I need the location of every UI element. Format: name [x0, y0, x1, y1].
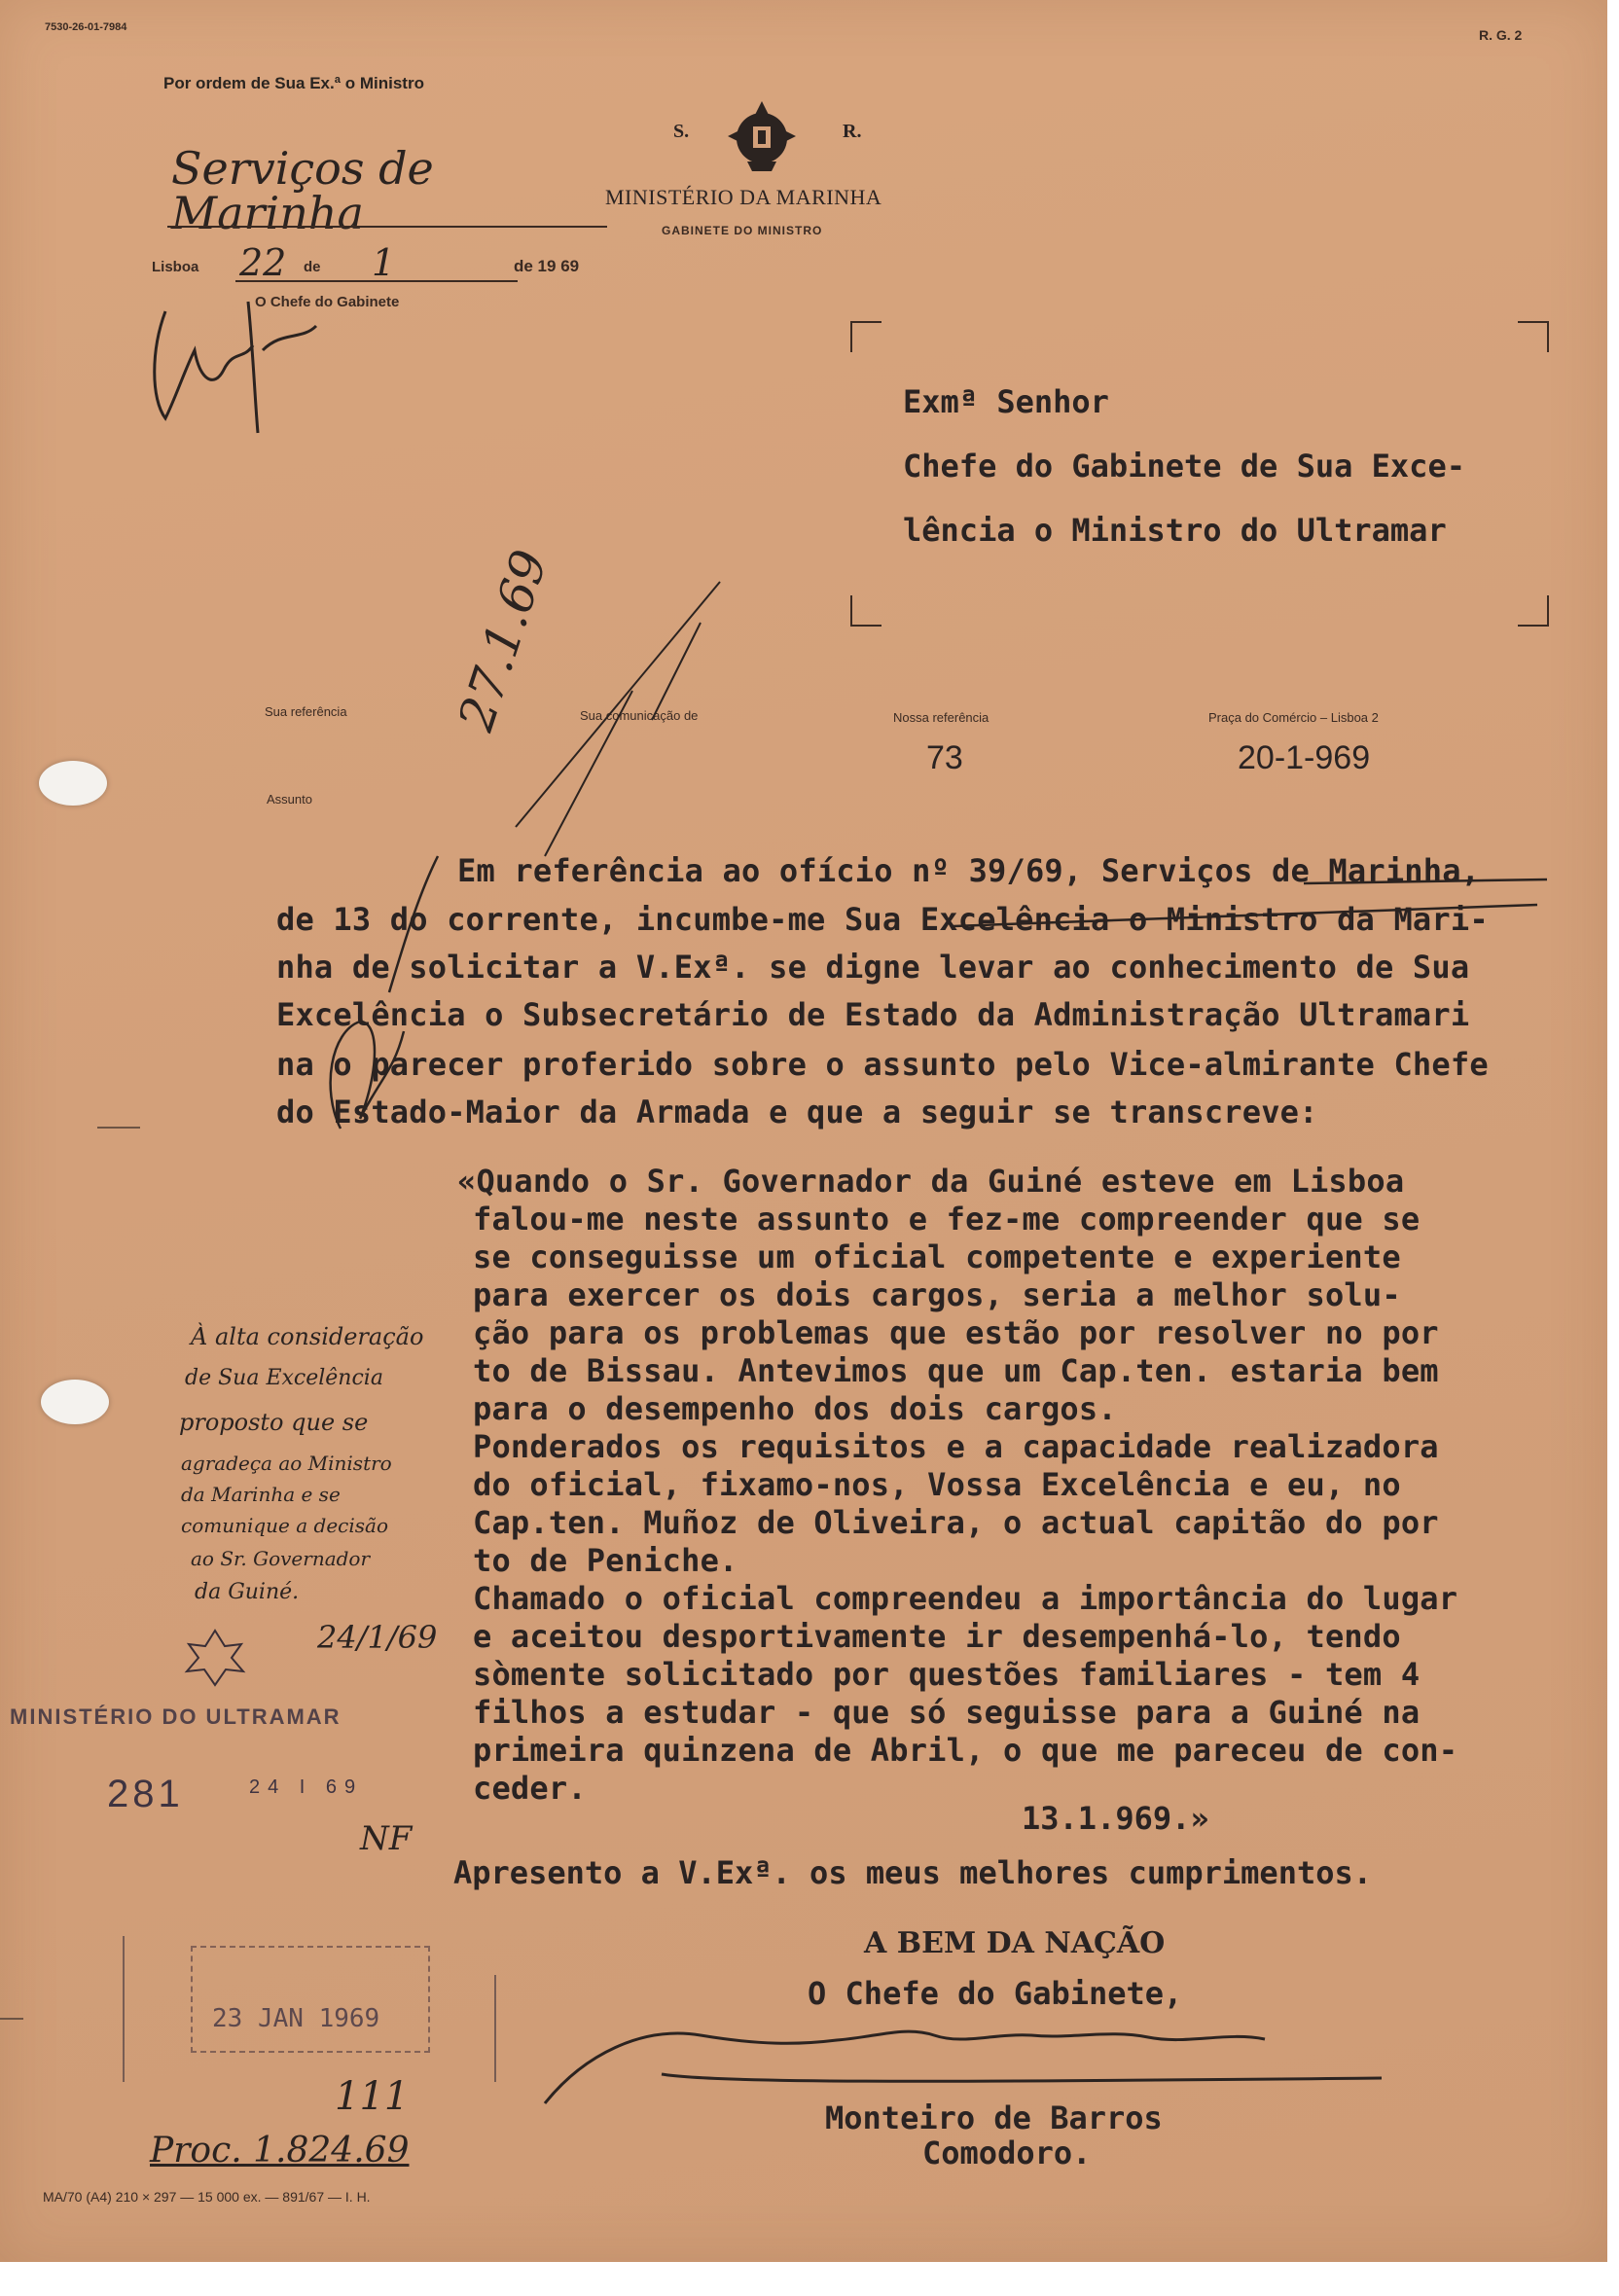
- quote-line: ceder.: [473, 1770, 587, 1807]
- quote-line: to de Peniche.: [473, 1542, 738, 1579]
- addressee-line-3: lência o Ministro do Ultramar: [903, 512, 1447, 549]
- coat-of-arms-icon: [718, 97, 806, 175]
- our-reference-label: Nossa referência: [893, 710, 989, 725]
- place-label: Praça do Comércio – Lisboa 2: [1208, 710, 1379, 725]
- emblem-right-letter: R.: [843, 121, 862, 142]
- entry-number: 281: [107, 1773, 184, 1815]
- received-stamp: [191, 1946, 430, 2053]
- ministry-stamp: MINISTÉRIO DO ULTRAMAR: [10, 1704, 342, 1729]
- body-line: na o parecer proferido sobre o assunto pelo Vice-almirante Chefe: [276, 1046, 1489, 1083]
- quote-line: do oficial, fixamo-nos, Vossa Excelência e eu, no: [473, 1466, 1401, 1503]
- margin-note-line: de Sua Excelência: [185, 1366, 383, 1390]
- quote-line: sòmente solicitado por questões familiares - tem 4: [473, 1656, 1421, 1693]
- initials-nf: NF: [360, 1819, 413, 1858]
- body-annotation-strokes: [234, 837, 1557, 1167]
- quote-date: 13.1.969.»: [1022, 1800, 1209, 1837]
- received-stamp-date: 23 JAN 1969: [212, 2004, 380, 2033]
- motto: A BEM DA NAÇÃO: [864, 1926, 1166, 1960]
- quote-line: primeira quinzena de Abril, o que me pareceu de con-: [473, 1732, 1458, 1769]
- chief-label: O Chefe do Gabinete: [255, 294, 400, 310]
- service-underline: [167, 226, 607, 228]
- our-reference-value: 73: [926, 739, 963, 776]
- margin-note-line: da Guiné.: [195, 1580, 300, 1604]
- quote-line: se conseguisse um oficial competente e experiente: [473, 1238, 1401, 1275]
- order-line: Por ordem de Sua Ex.ª o Ministro: [163, 74, 424, 92]
- handwritten-service: Serviços de Marinha: [171, 142, 434, 239]
- address-corner-br: [1518, 595, 1549, 627]
- body-line: Excelência o Subsecretário de Estado da Administração Ultramari: [276, 996, 1470, 1033]
- date-year: de 19 69: [514, 257, 580, 275]
- punch-hole-top: [39, 761, 107, 806]
- quote-line: to de Bissau. Antevimos que um Cap.ten. estaria bem: [473, 1352, 1439, 1389]
- entry-date: 24 I 69: [249, 1776, 364, 1798]
- date-day: 22: [239, 241, 287, 284]
- emblem-left-letter: S.: [673, 121, 690, 142]
- margin-note-line: ao Sr. Governador: [191, 1547, 371, 1570]
- signature-role: O Chefe do Gabinete,: [808, 1975, 1183, 2012]
- margin-tick-top: [97, 1127, 140, 1129]
- margin-note-line: agradeça ao Ministro: [181, 1452, 392, 1475]
- quote-line: filhos a estudar - que só seguisse para a Guiné na: [473, 1694, 1421, 1731]
- address-corner-tl: [850, 321, 881, 352]
- addressee-line-2: Chefe do Gabinete de Sua Exce-: [903, 448, 1465, 484]
- body-line: do Estado-Maior da Armada e que a seguir se transcreve:: [276, 1094, 1318, 1130]
- body-line: de 13 do corrente, incumbe-me Sua Excelência o Ministro da Mari-: [276, 901, 1489, 938]
- left-stamp-vertical: [123, 1936, 125, 2082]
- signature-scribble: [506, 1996, 1411, 2113]
- form-code-left: 7530-26-01-7984: [45, 21, 127, 33]
- diagonal-strokes: [457, 574, 730, 866]
- process-number: Proc. 1.824.69: [150, 2131, 410, 2170]
- quote-line: Ponderados os requisitos e a capacidade realizadora: [473, 1428, 1439, 1465]
- your-communication-label: Sua comunicação de: [580, 708, 699, 723]
- signatory-name: Monteiro de Barros: [825, 2099, 1163, 2136]
- punch-hole-bottom: [41, 1380, 109, 1424]
- quote-line: e aceitou desportivamente ir desempenhá-lo, tendo: [473, 1618, 1401, 1655]
- quote-line: Chamado o oficial compreendeu a importância do lugar: [473, 1580, 1458, 1617]
- margin-note-date: 24/1/69: [317, 1619, 438, 1656]
- subject-label: Assunto: [267, 792, 312, 807]
- handwritten-initials-top: [146, 292, 321, 438]
- stamp-divider: [494, 1975, 496, 2082]
- address-corner-bl: [850, 595, 881, 627]
- body-line: nha de solicitar a V.Exª. se digne levar ao conhecimento de Sua: [276, 949, 1470, 986]
- date-connector: de: [304, 259, 321, 275]
- date-line: [152, 241, 629, 286]
- seal-icon: [171, 1625, 259, 1693]
- quote-line: para exercer os dois cargos, seria a melhor solu-: [473, 1276, 1401, 1313]
- date-underline: [235, 280, 518, 282]
- closing-line: Apresento a V.Exª. os meus melhores cumprimentos.: [453, 1854, 1373, 1891]
- ministry-title: MINISTÉRIO DA MARINHA: [605, 185, 882, 209]
- received-stamp-code: 111: [335, 2074, 410, 2119]
- quote-line: para o desempenho dos dois cargos.: [473, 1390, 1117, 1427]
- body-line: Em referência ao ofício nº 39/69, Serviços de Marinha,: [457, 852, 1481, 889]
- handwritten-diagonal-date: 27.1.69: [448, 543, 559, 737]
- quote-line: ção para os problemas que estão por resolver no por: [473, 1314, 1439, 1351]
- addressee-line-1: Exmª Senhor: [903, 383, 1109, 420]
- address-corner-tr: [1518, 321, 1549, 352]
- print-info: MA/70 (A4) 210 × 297 — 15 000 ex. — 891/67 — I. H.: [43, 2189, 371, 2205]
- form-code-right: R. G. 2: [1479, 27, 1523, 43]
- date-month: 1: [372, 241, 396, 284]
- quote-line: falou-me neste assunto e fez-me compreender que se: [473, 1201, 1421, 1238]
- date-prefix: Lisboa: [152, 259, 199, 275]
- cabinet-subtitle: GABINETE DO MINISTRO: [662, 224, 823, 237]
- signatory-rank: Comodoro.: [922, 2135, 1092, 2171]
- margin-note-line: proposto que se: [179, 1409, 369, 1436]
- margin-note-line: À alta consideração: [191, 1323, 424, 1350]
- margin-tick-bottom: [0, 2018, 23, 2020]
- margin-note-line: comunique a decisão: [181, 1514, 388, 1537]
- your-reference-label: Sua referência: [265, 704, 347, 719]
- quote-line: «Quando o Sr. Governador da Guiné esteve em Lisboa: [457, 1163, 1405, 1200]
- place-date: 20-1-969: [1238, 739, 1371, 776]
- quote-line: Cap.ten. Muñoz de Oliveira, o actual capitão do por: [473, 1504, 1439, 1541]
- margin-note-line: da Marinha e se: [181, 1483, 341, 1506]
